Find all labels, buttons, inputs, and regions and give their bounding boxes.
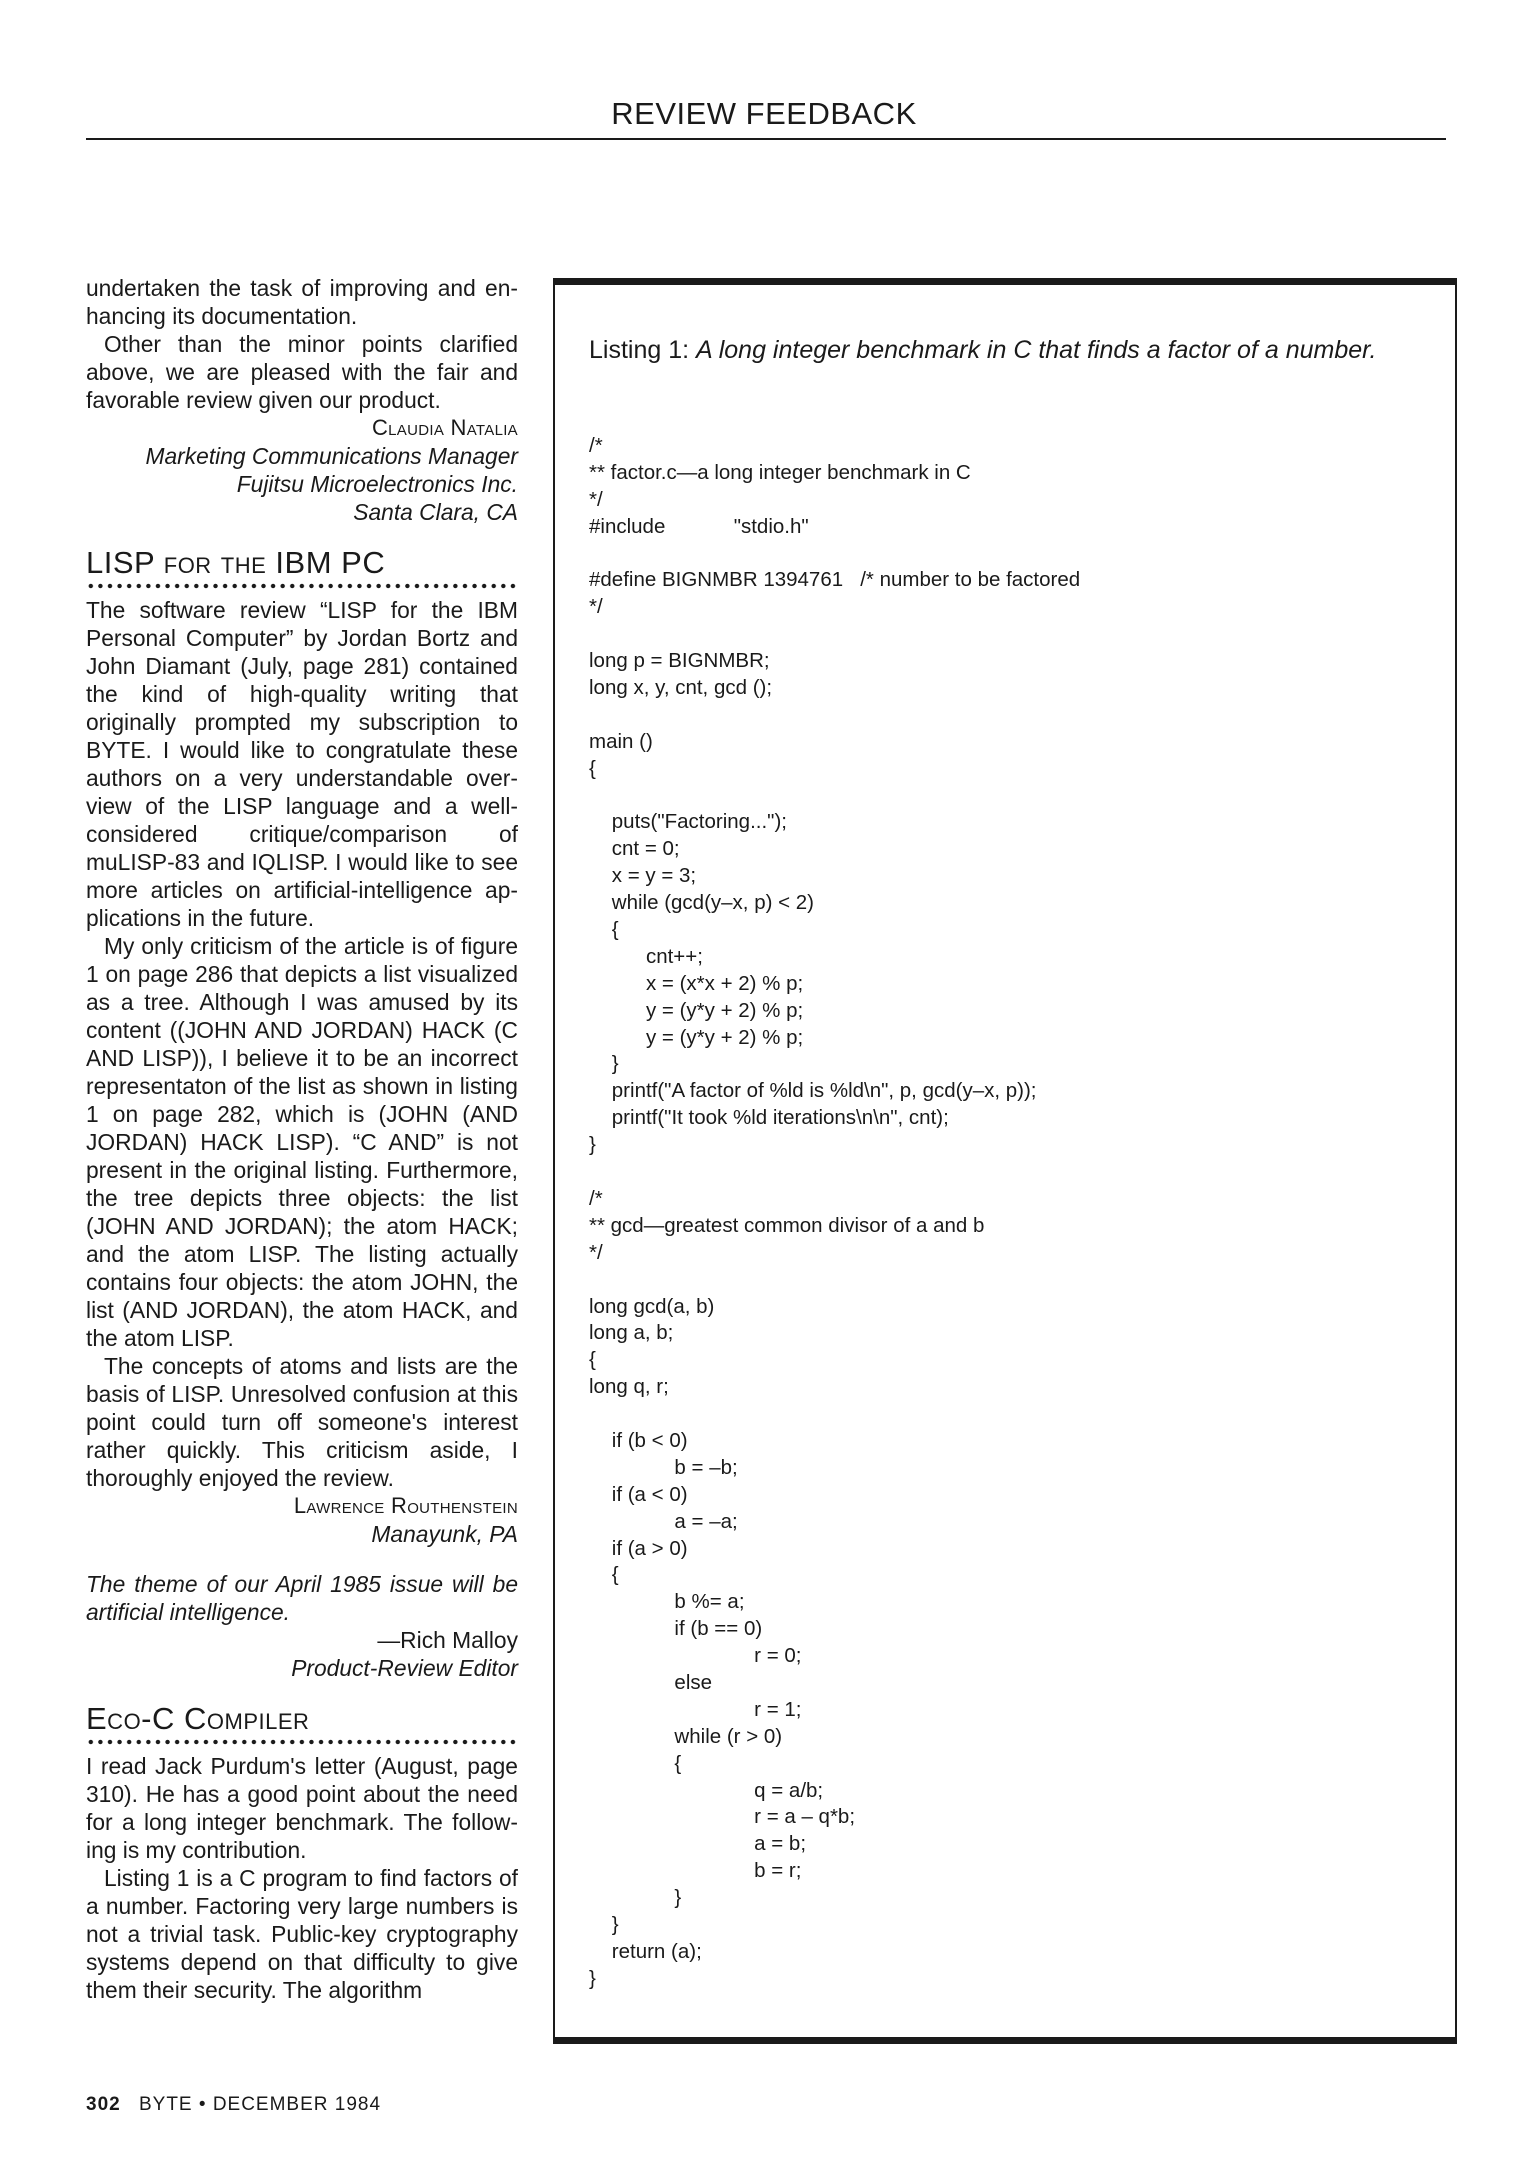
code-listing bbox=[589, 433, 1429, 1993]
signature-name: Claudia Natalia bbox=[371, 415, 518, 440]
dotted-rule bbox=[86, 582, 518, 590]
lisp-paragraph-2: My only criticism of the article is of figure 1 on page 286 that depicts a list visualized as a tree. Although I was amused by its content ((JOHN AND JORDAN) HACK (C AND LISP)), I believe it to be an incorrect representaton of the list as shown in listing 1 on page 282, which is (JOHN (AND JORDAN) HACK LISP). “C AND” is not present in the original listing. Furthermore, the tree depicts three objects: the list (JOHN AND JORDAN); the atom HACK; and the atom LISP. The listing actually contains four objects: the atom JOHN, the list (AND JORDAN), the atom HACK, and the atom LISP. bbox=[86, 933, 518, 1351]
signature-company: Fujitsu Microelectronics Inc. bbox=[236, 471, 518, 497]
intro-paragraph-2: Other than the minor points clarified above, we are pleased with the fair and favorable review given our product. bbox=[86, 331, 518, 413]
code-line: if (a > 0) bbox=[589, 1536, 688, 1560]
code-line: return (a); bbox=[589, 1939, 702, 1963]
listing-caption bbox=[589, 335, 1429, 365]
listing-caption-text: A long integer benchmark in C that finds a factor of a number. bbox=[696, 336, 1377, 364]
signature-title: Product-Review Editor bbox=[291, 1655, 518, 1681]
code-line: else bbox=[589, 1670, 713, 1694]
signature-name: Lawrence Routhenstein bbox=[293, 1493, 518, 1518]
left-column bbox=[86, 274, 518, 2004]
publication-line: BYTE • DECEMBER 1984 bbox=[138, 2094, 382, 2115]
code-line bbox=[589, 702, 1429, 729]
page-number: 302 bbox=[86, 2094, 121, 2115]
code-line: r = 0; bbox=[589, 1644, 802, 1668]
code-line: long p = BIGNMBR; bbox=[589, 649, 770, 673]
code-line: b = –b; bbox=[589, 1455, 738, 1479]
code-line: { bbox=[589, 756, 596, 780]
code-line: q = a/b; bbox=[589, 1778, 824, 1802]
code-line: long x, y, cnt, gcd (); bbox=[589, 676, 773, 700]
dotted-rule bbox=[86, 1738, 518, 1746]
signature-malloy bbox=[86, 1626, 518, 1682]
signature-title: Marketing Communications Manager bbox=[145, 443, 518, 469]
code-line bbox=[589, 783, 1429, 810]
code-line: printf("A factor of %ld is %ld\n", p, gcd(y–x, p)); bbox=[589, 1079, 1037, 1103]
code-line bbox=[589, 1159, 1429, 1186]
lisp-paragraph-1: The software review “LISP for the IBM Personal Computer” by Jordan Bortz and John Diamant (July, page 281) contained the kind of high-quality writing that originally prompted my subscription to BYTE. I would like to congratulate these authors on a very understandable overview of the LISP language and a well-considered critique/comparison of muLISP-83 and IQLISP. I would like to see more articles on artificial-intelligence applications in the future. bbox=[86, 597, 518, 931]
code-line: ** factor.c—a long integer benchmark in C bbox=[589, 460, 971, 484]
code-line: cnt++; bbox=[589, 944, 703, 968]
code-line: a = b; bbox=[589, 1832, 807, 1856]
header-rule bbox=[86, 138, 1446, 140]
lisp-paragraph-3: The concepts of atoms and lists are the basis of LISP. Unresolved confusion at this point could turn off someone's interest rather quickly. This criticism aside, I thoroughly enjoyed the review. bbox=[86, 1353, 518, 1491]
code-line: long q, r; bbox=[589, 1375, 669, 1399]
code-line: printf("It took %ld iterations\n\n", cnt); bbox=[589, 1106, 949, 1130]
code-line: if (b == 0) bbox=[589, 1617, 763, 1641]
code-line: a = –a; bbox=[589, 1509, 738, 1533]
code-line: long a, b; bbox=[589, 1321, 674, 1345]
code-line: { bbox=[589, 918, 619, 942]
code-line: */ bbox=[589, 487, 603, 511]
code-line: } bbox=[589, 1912, 619, 1936]
code-line bbox=[589, 621, 1429, 648]
code-line: cnt = 0; bbox=[589, 837, 680, 861]
eco-c-paragraph-1: I read Jack Purdum's letter (August, page 310). He has a good point about the need for a long integer benchmark. The following is my contribution. bbox=[86, 1753, 518, 1863]
code-line: /* bbox=[589, 1186, 603, 1210]
code-line: b %= a; bbox=[589, 1590, 745, 1614]
listing-caption-label: Listing 1: bbox=[589, 336, 690, 364]
eco-c-paragraph-2: Listing 1 is a C program to find factors of a number. Factoring very large numbers is not a trivial task. Public-key cryptography systems depend on that difficulty to give them their security. The algorithm bbox=[86, 1865, 518, 2003]
signature-location: Manayunk, PA bbox=[371, 1521, 518, 1547]
code-line: #define BIGNMBR 1394761 /* number to be factored bbox=[589, 568, 1081, 592]
intro-paragraph-1: undertaken the task of improving and enhancing its documentation. bbox=[86, 275, 518, 329]
code-line: x = y = 3; bbox=[589, 864, 697, 888]
code-line: b = r; bbox=[589, 1859, 802, 1883]
code-line: if (b < 0) bbox=[589, 1428, 688, 1452]
listing-box bbox=[553, 278, 1457, 2044]
code-line: { bbox=[589, 1563, 619, 1587]
code-line: x = (x*x + 2) % p; bbox=[589, 971, 804, 995]
code-line bbox=[589, 1267, 1429, 1294]
code-line: } bbox=[589, 1052, 619, 1076]
code-line: long gcd(a, b) bbox=[589, 1294, 715, 1318]
code-line: puts("Factoring..."); bbox=[589, 810, 787, 834]
section-heading-lisp: LISP for the IBM PC bbox=[86, 545, 386, 580]
code-line: } bbox=[589, 1133, 596, 1157]
code-line: main () bbox=[589, 729, 653, 753]
code-line: #include "stdio.h" bbox=[589, 514, 809, 538]
code-line: r = 1; bbox=[589, 1697, 802, 1721]
editor-note: The theme of our April 1985 issue will be artificial intelligence. bbox=[86, 1571, 518, 1625]
code-line: } bbox=[589, 1966, 596, 1990]
signature-routhenstein bbox=[86, 1492, 518, 1548]
code-line: /* bbox=[589, 434, 603, 457]
code-line: { bbox=[589, 1348, 596, 1372]
code-line: if (a < 0) bbox=[589, 1482, 688, 1506]
code-line: } bbox=[589, 1886, 682, 1910]
code-line: { bbox=[589, 1751, 682, 1775]
signature-natalia bbox=[86, 414, 518, 526]
page-footer bbox=[86, 2094, 381, 2116]
code-line: y = (y*y + 2) % p; bbox=[589, 1025, 804, 1049]
code-line: y = (y*y + 2) % p; bbox=[589, 998, 804, 1022]
running-header: REVIEW FEEDBACK bbox=[611, 96, 917, 131]
code-line: while (gcd(y–x, p) < 2) bbox=[589, 891, 815, 915]
code-line: ** gcd—greatest common divisor of a and b bbox=[589, 1213, 985, 1237]
code-line: */ bbox=[589, 1240, 603, 1264]
code-line bbox=[589, 1401, 1429, 1428]
code-line: r = a – q*b; bbox=[589, 1805, 856, 1829]
code-line: */ bbox=[589, 595, 603, 619]
signature-location: Santa Clara, CA bbox=[353, 499, 518, 525]
code-line: while (r > 0) bbox=[589, 1724, 783, 1748]
section-heading-eco-c: Eco-C Compiler bbox=[86, 1701, 310, 1736]
code-line bbox=[589, 541, 1429, 568]
signature-name: —Rich Malloy bbox=[377, 1627, 518, 1653]
